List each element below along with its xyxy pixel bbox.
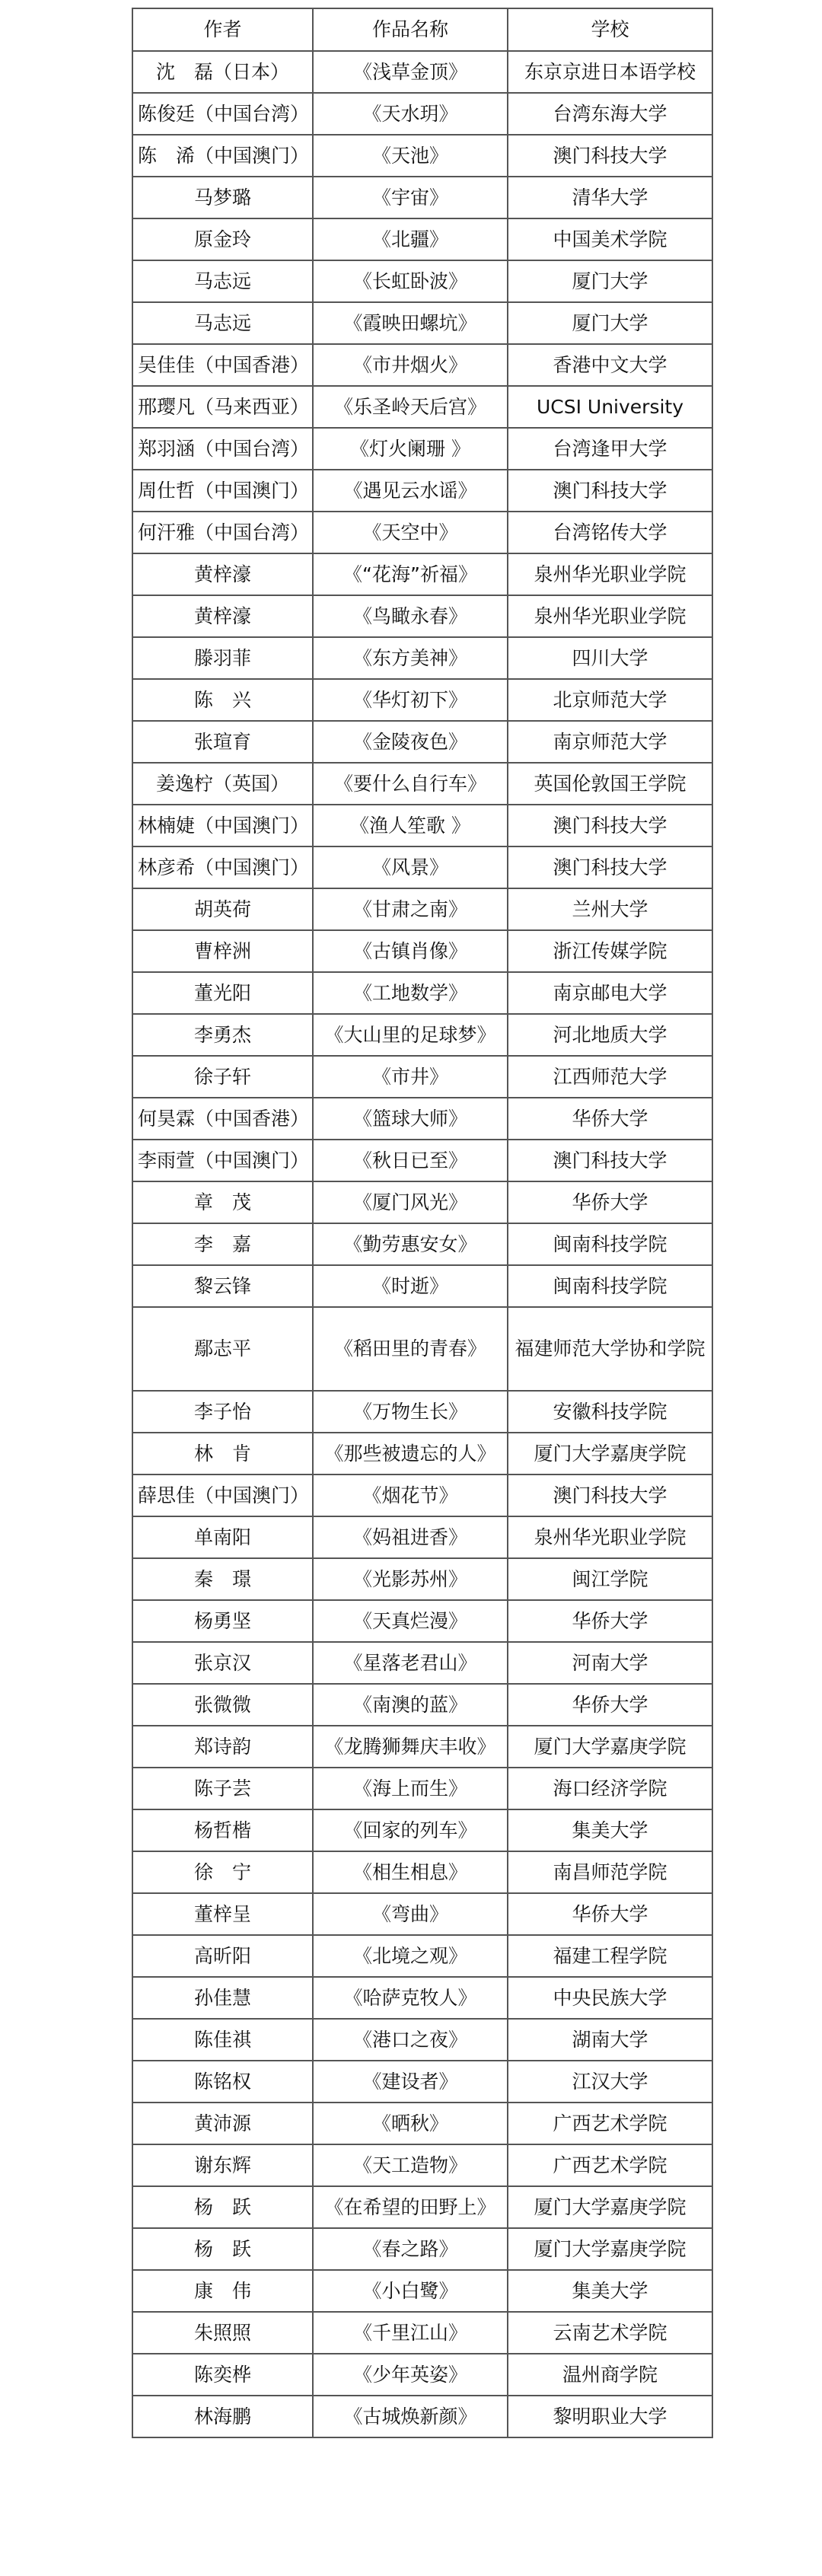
table-row bbox=[132, 1893, 712, 1935]
table-row bbox=[132, 888, 712, 930]
table-row bbox=[132, 2270, 712, 2312]
cell-school: 台湾铭传大学 bbox=[508, 512, 712, 553]
cell-school: 闽南科技学院 bbox=[508, 1265, 712, 1307]
table-row bbox=[132, 1558, 712, 1600]
cell-school: 广西艺术学院 bbox=[508, 2103, 712, 2144]
cell-work-title: 《古城焕新颜》 bbox=[313, 2396, 508, 2437]
cell-school: 厦门大学嘉庚学院 bbox=[508, 2228, 712, 2270]
cell-work-title: 《宇宙》 bbox=[313, 177, 508, 218]
table-row bbox=[132, 1684, 712, 1726]
cell-author: 单南阳 bbox=[132, 1516, 313, 1558]
cell-school: 安徽科技学院 bbox=[508, 1391, 712, 1433]
table-row bbox=[132, 930, 712, 972]
cell-author: 何汗雅（中国台湾） bbox=[132, 512, 313, 553]
table-row bbox=[132, 386, 712, 428]
cell-work-title: 《灯火阑珊 》 bbox=[313, 428, 508, 470]
cell-author: 黄梓濠 bbox=[132, 595, 313, 637]
header-author: 作者 bbox=[132, 8, 313, 51]
cell-school: 河南大学 bbox=[508, 1642, 712, 1684]
cell-author: 秦 璟 bbox=[132, 1558, 313, 1600]
table-row bbox=[132, 1516, 712, 1558]
cell-work-title: 《小白鹭》 bbox=[313, 2270, 508, 2312]
cell-work-title: 《工地数学》 bbox=[313, 972, 508, 1014]
cell-work-title: 《哈萨克牧人》 bbox=[313, 1977, 508, 2019]
cell-work-title: 《天工造物》 bbox=[313, 2144, 508, 2186]
cell-school: 闽江学院 bbox=[508, 1558, 712, 1600]
cell-work-title: 《在希望的田野上》 bbox=[313, 2186, 508, 2228]
cell-work-title: 《厦门风光》 bbox=[313, 1181, 508, 1223]
cell-school: 集美大学 bbox=[508, 2270, 712, 2312]
cell-school: 南京师范大学 bbox=[508, 721, 712, 763]
cell-school: 江西师范大学 bbox=[508, 1056, 712, 1098]
table-row bbox=[132, 1726, 712, 1768]
table-row bbox=[132, 1433, 712, 1475]
cell-author: 姜逸柠（英国） bbox=[132, 763, 313, 805]
cell-school: 海口经济学院 bbox=[508, 1768, 712, 1809]
cell-school: 澳门科技大学 bbox=[508, 1140, 712, 1181]
table-row bbox=[132, 2354, 712, 2396]
table-row bbox=[132, 1140, 712, 1181]
table-row bbox=[132, 1056, 712, 1098]
cell-school: 华侨大学 bbox=[508, 1600, 712, 1642]
cell-work-title: 《港口之夜》 bbox=[313, 2019, 508, 2061]
cell-school: 厦门大学嘉庚学院 bbox=[508, 1433, 712, 1475]
table-row bbox=[132, 763, 712, 805]
cell-work-title: 《南澳的蓝》 bbox=[313, 1684, 508, 1726]
cell-school: 香港中文大学 bbox=[508, 344, 712, 386]
cell-work-title: 《风景》 bbox=[313, 846, 508, 888]
cell-school: 厦门大学 bbox=[508, 260, 712, 302]
cell-school: 泉州华光职业学院 bbox=[508, 553, 712, 595]
cell-author: 原金玲 bbox=[132, 218, 313, 260]
cell-author: 张微微 bbox=[132, 1684, 313, 1726]
cell-school: 华侨大学 bbox=[508, 1684, 712, 1726]
cell-work-title: 《天真烂漫》 bbox=[313, 1600, 508, 1642]
cell-author: 邢璎凡（马来西亚） bbox=[132, 386, 313, 428]
cell-author: 林海鹏 bbox=[132, 2396, 313, 2437]
table-body bbox=[132, 51, 712, 2437]
table-row bbox=[132, 1600, 712, 1642]
cell-work-title: 《妈祖进香》 bbox=[313, 1516, 508, 1558]
cell-author: 李子怡 bbox=[132, 1391, 313, 1433]
table-row bbox=[132, 2061, 712, 2103]
cell-work-title: 《浅草金顶》 bbox=[313, 51, 508, 93]
cell-author: 陈奕桦 bbox=[132, 2354, 313, 2396]
cell-author: 陈佳祺 bbox=[132, 2019, 313, 2061]
cell-work-title: 《回家的列车》 bbox=[313, 1809, 508, 1851]
cell-school: 四川大学 bbox=[508, 637, 712, 679]
table-row bbox=[132, 846, 712, 888]
cell-author: 朱照照 bbox=[132, 2312, 313, 2354]
cell-work-title: 《篮球大师》 bbox=[313, 1098, 508, 1140]
cell-school: 浙江传媒学院 bbox=[508, 930, 712, 972]
table-row bbox=[132, 218, 712, 260]
table-row bbox=[132, 344, 712, 386]
cell-author: 周仕哲（中国澳门） bbox=[132, 470, 313, 512]
cell-author: 林彦希（中国澳门） bbox=[132, 846, 313, 888]
cell-school: 台湾东海大学 bbox=[508, 93, 712, 135]
table-row bbox=[132, 1935, 712, 1977]
table-row bbox=[132, 1223, 712, 1265]
cell-work-title: 《金陵夜色》 bbox=[313, 721, 508, 763]
table-row bbox=[132, 1851, 712, 1893]
cell-work-title: 《天空中》 bbox=[313, 512, 508, 553]
cell-author: 杨勇坚 bbox=[132, 1600, 313, 1642]
table-row bbox=[132, 2228, 712, 2270]
table-row bbox=[132, 1768, 712, 1809]
cell-work-title: 《古镇肖像》 bbox=[313, 930, 508, 972]
cell-school: 英国伦敦国王学院 bbox=[508, 763, 712, 805]
cell-author: 杨 跃 bbox=[132, 2228, 313, 2270]
cell-school: 湖南大学 bbox=[508, 2019, 712, 2061]
cell-school: 中央民族大学 bbox=[508, 1977, 712, 2019]
table-row bbox=[132, 135, 712, 177]
cell-work-title: 《天池》 bbox=[313, 135, 508, 177]
cell-author: 何昊霖（中国香港） bbox=[132, 1098, 313, 1140]
cell-work-title: 《光影苏州》 bbox=[313, 1558, 508, 1600]
table-row bbox=[132, 637, 712, 679]
cell-author: 薛思佳（中国澳门） bbox=[132, 1475, 313, 1516]
cell-work-title: 《晒秋》 bbox=[313, 2103, 508, 2144]
cell-author: 曹梓洲 bbox=[132, 930, 313, 972]
cell-author: 章 茂 bbox=[132, 1181, 313, 1223]
table-row bbox=[132, 1642, 712, 1684]
table-row bbox=[132, 177, 712, 218]
cell-author: 沈 磊（日本） bbox=[132, 51, 313, 93]
cell-work-title: 《北疆》 bbox=[313, 218, 508, 260]
cell-work-title: 《东方美神》 bbox=[313, 637, 508, 679]
cell-author: 马志远 bbox=[132, 302, 313, 344]
cell-author: 董光阳 bbox=[132, 972, 313, 1014]
cell-work-title: 《北境之观》 bbox=[313, 1935, 508, 1977]
cell-author: 陈子芸 bbox=[132, 1768, 313, 1809]
cell-school: 云南艺术学院 bbox=[508, 2312, 712, 2354]
cell-author: 胡英荷 bbox=[132, 888, 313, 930]
cell-school: 兰州大学 bbox=[508, 888, 712, 930]
cell-author: 张瑄育 bbox=[132, 721, 313, 763]
cell-author: 陈 浠（中国澳门） bbox=[132, 135, 313, 177]
cell-work-title: 《“花海”祈福》 bbox=[313, 553, 508, 595]
table-row bbox=[132, 1265, 712, 1307]
cell-author: 孙佳慧 bbox=[132, 1977, 313, 2019]
cell-author: 马志远 bbox=[132, 260, 313, 302]
cell-author: 徐子轩 bbox=[132, 1056, 313, 1098]
cell-author: 郑诗韵 bbox=[132, 1726, 313, 1768]
table-row bbox=[132, 93, 712, 135]
cell-work-title: 《市井烟火》 bbox=[313, 344, 508, 386]
table-row bbox=[132, 1098, 712, 1140]
table-row bbox=[132, 2103, 712, 2144]
cell-work-title: 《相生相息》 bbox=[313, 1851, 508, 1893]
cell-work-title: 《稻田里的青春》 bbox=[313, 1307, 508, 1391]
awards-table bbox=[132, 8, 713, 2438]
cell-author: 黎云锋 bbox=[132, 1265, 313, 1307]
table-row bbox=[132, 972, 712, 1014]
cell-author: 李雨萱（中国澳门） bbox=[132, 1140, 313, 1181]
table-row bbox=[132, 2186, 712, 2228]
cell-school: 南京邮电大学 bbox=[508, 972, 712, 1014]
table-row bbox=[132, 679, 712, 721]
table-row bbox=[132, 1977, 712, 2019]
cell-author: 高昕阳 bbox=[132, 1935, 313, 1977]
cell-work-title: 《遇见云水谣》 bbox=[313, 470, 508, 512]
cell-school: 清华大学 bbox=[508, 177, 712, 218]
table-row bbox=[132, 595, 712, 637]
table-row bbox=[132, 2312, 712, 2354]
cell-author: 康 伟 bbox=[132, 2270, 313, 2312]
cell-school: 华侨大学 bbox=[508, 1893, 712, 1935]
table-row bbox=[132, 553, 712, 595]
cell-author: 鄢志平 bbox=[132, 1307, 313, 1391]
cell-school: 泉州华光职业学院 bbox=[508, 1516, 712, 1558]
cell-school: 泉州华光职业学院 bbox=[508, 595, 712, 637]
cell-school: 台湾逢甲大学 bbox=[508, 428, 712, 470]
cell-school: 中国美术学院 bbox=[508, 218, 712, 260]
cell-author: 林楠婕（中国澳门） bbox=[132, 805, 313, 846]
cell-work-title: 《要什么自行车》 bbox=[313, 763, 508, 805]
cell-work-title: 《鸟瞰永春》 bbox=[313, 595, 508, 637]
table-row bbox=[132, 428, 712, 470]
cell-work-title: 《海上而生》 bbox=[313, 1768, 508, 1809]
cell-school: 集美大学 bbox=[508, 1809, 712, 1851]
cell-author: 徐 宁 bbox=[132, 1851, 313, 1893]
table-row bbox=[132, 1307, 712, 1391]
table-row bbox=[132, 721, 712, 763]
cell-school: 东京京进日本语学校 bbox=[508, 51, 712, 93]
cell-school: 福建师范大学协和学院 bbox=[508, 1307, 712, 1391]
cell-work-title: 《华灯初下》 bbox=[313, 679, 508, 721]
cell-work-title: 《市井》 bbox=[313, 1056, 508, 1098]
cell-school: 温州商学院 bbox=[508, 2354, 712, 2396]
cell-author: 郑羽涵（中国台湾） bbox=[132, 428, 313, 470]
table-row bbox=[132, 805, 712, 846]
cell-author: 陈 兴 bbox=[132, 679, 313, 721]
table-row bbox=[132, 1809, 712, 1851]
cell-work-title: 《龙腾狮舞庆丰收》 bbox=[313, 1726, 508, 1768]
table-row bbox=[132, 1391, 712, 1433]
header-work-title: 作品名称 bbox=[313, 8, 508, 51]
table-row bbox=[132, 260, 712, 302]
cell-school: 江汉大学 bbox=[508, 2061, 712, 2103]
table-row bbox=[132, 1014, 712, 1056]
cell-author: 林 肯 bbox=[132, 1433, 313, 1475]
cell-work-title: 《星落老君山》 bbox=[313, 1642, 508, 1684]
table-row bbox=[132, 51, 712, 93]
cell-author: 黄沛源 bbox=[132, 2103, 313, 2144]
cell-author: 谢东辉 bbox=[132, 2144, 313, 2186]
cell-work-title: 《烟花节》 bbox=[313, 1475, 508, 1516]
cell-work-title: 《春之路》 bbox=[313, 2228, 508, 2270]
cell-school: 澳门科技大学 bbox=[508, 846, 712, 888]
table-row bbox=[132, 302, 712, 344]
cell-school: 澳门科技大学 bbox=[508, 1475, 712, 1516]
table-row bbox=[132, 2396, 712, 2437]
cell-work-title: 《大山里的足球梦》 bbox=[313, 1014, 508, 1056]
cell-author: 张京汉 bbox=[132, 1642, 313, 1684]
cell-school: 厦门大学 bbox=[508, 302, 712, 344]
cell-work-title: 《万物生长》 bbox=[313, 1391, 508, 1433]
table-row bbox=[132, 470, 712, 512]
cell-work-title: 《天水玥》 bbox=[313, 93, 508, 135]
cell-work-title: 《弯曲》 bbox=[313, 1893, 508, 1935]
cell-school: 福建工程学院 bbox=[508, 1935, 712, 1977]
cell-school: 闽南科技学院 bbox=[508, 1223, 712, 1265]
cell-author: 陈俊廷（中国台湾） bbox=[132, 93, 313, 135]
cell-author: 黄梓濠 bbox=[132, 553, 313, 595]
cell-author: 李勇杰 bbox=[132, 1014, 313, 1056]
cell-author: 董梓呈 bbox=[132, 1893, 313, 1935]
cell-work-title: 《勤劳惠安女》 bbox=[313, 1223, 508, 1265]
table-row bbox=[132, 1475, 712, 1516]
cell-author: 李 嘉 bbox=[132, 1223, 313, 1265]
table-row bbox=[132, 2144, 712, 2186]
cell-work-title: 《渔人笙歌 》 bbox=[313, 805, 508, 846]
cell-school: 黎明职业大学 bbox=[508, 2396, 712, 2437]
table-row bbox=[132, 512, 712, 553]
cell-work-title: 《长虹卧波》 bbox=[313, 260, 508, 302]
cell-school: 华侨大学 bbox=[508, 1181, 712, 1223]
cell-work-title: 《建设者》 bbox=[313, 2061, 508, 2103]
cell-school: 河北地质大学 bbox=[508, 1014, 712, 1056]
cell-school: 澳门科技大学 bbox=[508, 470, 712, 512]
cell-school: 南昌师范学院 bbox=[508, 1851, 712, 1893]
cell-school: 澳门科技大学 bbox=[508, 805, 712, 846]
cell-work-title: 《乐圣岭天后宫》 bbox=[313, 386, 508, 428]
cell-work-title: 《时逝》 bbox=[313, 1265, 508, 1307]
cell-author: 陈铭权 bbox=[132, 2061, 313, 2103]
cell-work-title: 《霞映田螺坑》 bbox=[313, 302, 508, 344]
cell-school: 北京师范大学 bbox=[508, 679, 712, 721]
cell-work-title: 《千里江山》 bbox=[313, 2312, 508, 2354]
cell-author: 杨哲楷 bbox=[132, 1809, 313, 1851]
cell-work-title: 《那些被遗忘的人》 bbox=[313, 1433, 508, 1475]
cell-work-title: 《少年英姿》 bbox=[313, 2354, 508, 2396]
table-row bbox=[132, 2019, 712, 2061]
table-row bbox=[132, 1181, 712, 1223]
cell-work-title: 《甘肃之南》 bbox=[313, 888, 508, 930]
cell-school: 广西艺术学院 bbox=[508, 2144, 712, 2186]
cell-school: 厦门大学嘉庚学院 bbox=[508, 2186, 712, 2228]
cell-school: 厦门大学嘉庚学院 bbox=[508, 1726, 712, 1768]
cell-school: 华侨大学 bbox=[508, 1098, 712, 1140]
cell-author: 吴佳佳（中国香港） bbox=[132, 344, 313, 386]
cell-author: 马梦璐 bbox=[132, 177, 313, 218]
cell-school: 澳门科技大学 bbox=[508, 135, 712, 177]
cell-school: UCSI University bbox=[508, 386, 712, 428]
cell-work-title: 《秋日已至》 bbox=[313, 1140, 508, 1181]
table-header-row bbox=[132, 8, 712, 51]
cell-author: 杨 跃 bbox=[132, 2186, 313, 2228]
header-school: 学校 bbox=[508, 8, 712, 51]
cell-author: 滕羽菲 bbox=[132, 637, 313, 679]
